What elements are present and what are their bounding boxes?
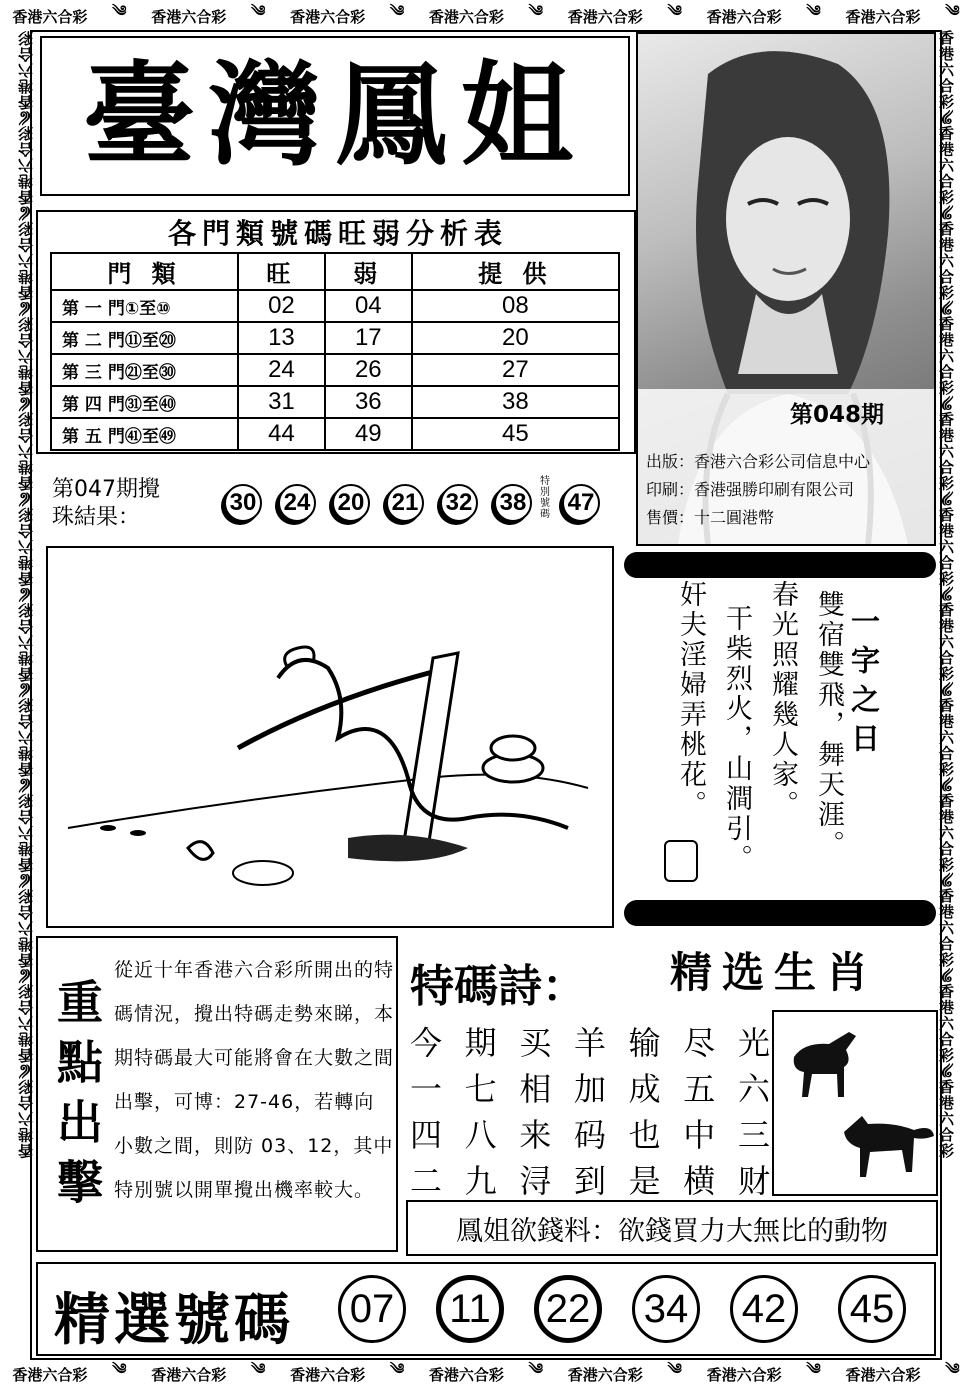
money-tip: 鳳姐欲錢料：欲錢買力大無比的動物 — [406, 1200, 938, 1256]
border-text: 香港六合彩 — [12, 7, 88, 26]
poem-line: 干柴烈火，山澗引。 — [721, 604, 752, 874]
wang-cell: 13 — [238, 322, 325, 354]
tigong-cell: 08 — [412, 290, 619, 322]
special-poem-grid — [410, 1020, 770, 1204]
border-text: 香港六合彩 — [151, 1365, 227, 1384]
border-text: 香港六合彩 — [845, 1365, 921, 1384]
zodiac-title: 精选生肖 — [670, 948, 879, 997]
poem-row: 二 九 浔 到 是 横 财 — [410, 1162, 770, 1200]
border-top: 香港六合彩 ༄ 香港六合彩 ༄ 香港六合彩 ༄ 香港六合彩 ༄ 香港六合彩 ༄ 香港六合彩 ༄ 香港六合彩 ༄ — [12, 2, 960, 26]
tigong-cell: 20 — [412, 322, 619, 354]
wolf-icon — [844, 1116, 934, 1177]
wang-cell: 24 — [238, 354, 325, 386]
draw-ball: 38 — [494, 484, 532, 522]
wang-cell: 31 — [238, 386, 325, 418]
selected-ball: 22 — [534, 1275, 602, 1343]
draw-ball: 20 — [332, 484, 370, 522]
category-cell: 第 四 門㉛至㊵ — [51, 386, 238, 418]
column-header: 門 類 — [51, 253, 238, 290]
column-header: 弱 — [325, 253, 412, 290]
selected-ball: 07 — [338, 1275, 406, 1343]
draw-result-label: 第047期攪 珠結果： — [52, 477, 160, 530]
category-cell: 第 五 門㊶至㊾ — [51, 418, 238, 450]
draw-ball: 24 — [278, 484, 316, 522]
draw-ball: 30 — [224, 484, 262, 522]
issue-number: 第048期 — [790, 402, 885, 428]
poem-row: 今 期 买 羊 输 尽 光 — [410, 1024, 770, 1062]
tigong-cell: 27 — [412, 354, 619, 386]
ruo-cell: 26 — [325, 354, 412, 386]
focus-text: 從近十年香港六合彩所開出的特碼情況，攪出特碼走勢來睇，本期特碼最大可能將會在大數之間出擊，可博：27-46，若轉向小數之間，則防 03、12，其中特別號以開單攪出機率較大。 — [114, 959, 395, 1201]
border-text: 香港六合彩 — [290, 1365, 366, 1384]
category-cell: 第 一 門①至⑩ — [51, 290, 238, 322]
illustration-box — [46, 546, 614, 928]
animal-box — [772, 1010, 938, 1196]
publisher-info — [646, 448, 932, 532]
table-row — [51, 290, 619, 322]
ruo-cell: 49 — [325, 418, 412, 450]
dragon-illustration — [48, 548, 612, 926]
table-header-row — [51, 253, 619, 290]
border-text: 香港六合彩 — [428, 1365, 504, 1384]
table-row — [51, 418, 619, 450]
border-text: 香港六合彩 — [845, 7, 921, 26]
border-text: 香港六合彩 — [151, 7, 227, 26]
printer-line: 印刷：香港强勝印刷有限公司 — [646, 480, 855, 499]
column-header: 提 供 — [412, 253, 619, 290]
focus-box — [36, 936, 398, 1252]
table-row — [51, 386, 619, 418]
ruo-cell: 04 — [325, 290, 412, 322]
selected-ball: 34 — [632, 1275, 700, 1343]
border-text: 香港六合彩 — [567, 1365, 643, 1384]
analysis-table — [50, 252, 620, 451]
poem-row: 四 八 来 码 也 中 三 — [410, 1116, 770, 1154]
category-cell: 第 三 門㉑至㉚ — [51, 354, 238, 386]
border-text: 香港六合彩 — [706, 1365, 782, 1384]
title-box — [40, 36, 630, 196]
category-cell: 第 二 門⑪至⑳ — [51, 322, 238, 354]
border-text: 香港六合彩 — [428, 7, 504, 26]
special-poem-title: 特碼詩： — [410, 961, 586, 1012]
border-text: 香港六合彩 — [12, 1365, 88, 1384]
selected-label: 精選號碼 — [54, 1288, 294, 1353]
tigong-cell: 38 — [412, 386, 619, 418]
horse-icon — [794, 1032, 856, 1097]
ruo-cell: 17 — [325, 322, 412, 354]
special-number-label: 特別號碼 — [540, 476, 550, 520]
focus-title: 重點出擊 — [50, 978, 104, 1218]
analysis-table-box — [36, 210, 636, 454]
wang-cell: 44 — [238, 418, 325, 450]
draw-ball: 32 — [440, 484, 478, 522]
border-right: 香港六合彩༄香港六合彩༄香港六合彩༄香港六合彩༄香港六合彩༄香港六合彩༄香港六合彩༄香港六合彩༄香港六合彩༄香港六合彩༄香港六合彩༄香港六合彩 — [937, 30, 955, 1159]
column-header: 旺 — [238, 253, 325, 290]
border-left: 香港六合彩༄香港六合彩༄香港六合彩༄香港六合彩༄香港六合彩༄香港六合彩༄香港六合彩༄香港六合彩༄香港六合彩༄香港六合彩༄香港六合彩༄香港六合彩 — [17, 30, 35, 1159]
price-line: 售價：十二圓港幣 — [646, 508, 775, 527]
poem-line: 奸夫淫婦弄桃花。 — [675, 580, 706, 820]
scroll-bottom — [624, 900, 936, 926]
poem-row: 一 七 相 加 成 五 六 — [410, 1070, 770, 1108]
table-row — [51, 354, 619, 386]
ruo-cell: 36 — [325, 386, 412, 418]
poem-line: 雙宿雙飛，舞天涯。 — [813, 590, 844, 860]
wang-cell: 02 — [238, 290, 325, 322]
selected-ball: 11 — [436, 1275, 504, 1343]
border-bottom: 香港六合彩 ༄ 香港六合彩 ༄ 香港六合彩 ༄ 香港六合彩 ༄ 香港六合彩 ༄ 香港六合彩 ༄ 香港六合彩 ༄ — [12, 1360, 960, 1384]
special-ball: 47 — [562, 484, 600, 522]
publisher-line: 出版：香港六合彩公司信息中心 — [646, 452, 871, 471]
selected-ball: 42 — [730, 1275, 798, 1343]
border-text: 香港六合彩 — [567, 7, 643, 26]
poem-area — [624, 552, 936, 932]
scroll-top — [624, 552, 936, 578]
selected-numbers-box — [36, 1262, 936, 1356]
draw-ball: 21 — [386, 484, 424, 522]
table-row — [51, 322, 619, 354]
selected-ball: 45 — [838, 1275, 906, 1343]
analysis-heading: 各門類號碼旺弱分析表 — [167, 217, 508, 250]
page-title: 臺灣鳳姐 — [83, 50, 587, 181]
poem-line: 春光照耀幾人家。 — [767, 580, 798, 820]
border-text: 香港六合彩 — [290, 7, 366, 26]
seal-icon — [664, 840, 698, 882]
poem-title: 一字之日 — [847, 606, 881, 762]
border-text: 香港六合彩 — [706, 7, 782, 26]
tigong-cell: 45 — [412, 418, 619, 450]
